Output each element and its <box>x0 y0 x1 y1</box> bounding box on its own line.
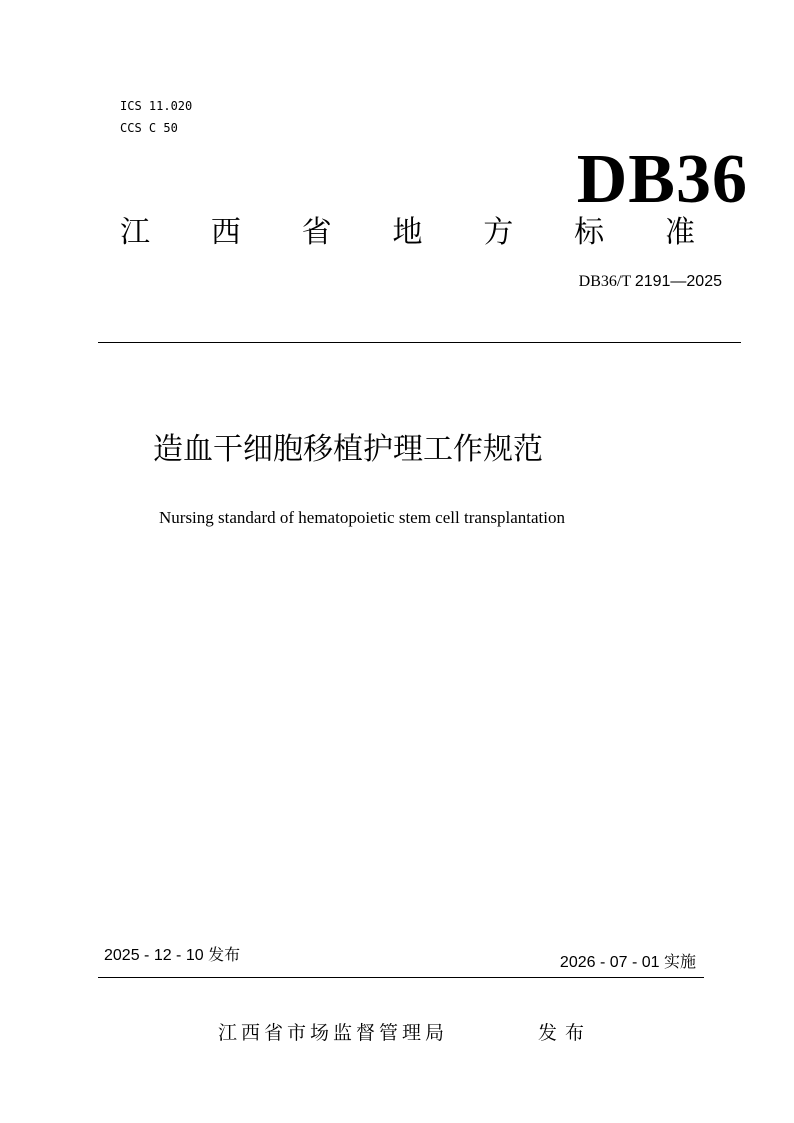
standard-type-char: 省 <box>301 215 332 250</box>
document-title-chinese: 造血干细胞移植护理工作规范 <box>153 432 543 467</box>
standard-type-char: 西 <box>210 215 241 250</box>
standard-number-prefix: DB36/T <box>578 273 631 290</box>
standard-type-char: 江 <box>120 215 150 250</box>
issuing-authority: 江西省市场监督管理局 <box>218 1022 449 1044</box>
standard-type-char: 地 <box>392 215 423 250</box>
standard-type-heading <box>120 213 695 253</box>
ccs-code: CCS C 50 <box>120 121 178 135</box>
footer-divider <box>98 977 704 978</box>
standard-type-char: 标 <box>574 215 605 250</box>
implementation-date: 2026 - 07 - 01 实施 <box>559 954 696 971</box>
standard-number <box>579 272 722 292</box>
ics-code: ICS 11.020 <box>120 99 193 113</box>
header-divider <box>98 342 741 343</box>
standard-type-char: 准 <box>664 215 695 250</box>
document-title-english: Nursing standard of hematopoietic stem cell transplantation <box>159 508 565 527</box>
issue-date: 2025 - 12 - 10 发布 <box>104 947 241 964</box>
standard-type-char: 方 <box>483 215 514 250</box>
standard-mark: DB36 <box>576 141 748 218</box>
standard-number-value: 2191—2025 <box>634 273 722 290</box>
issue-action: 发布 <box>538 1022 593 1044</box>
